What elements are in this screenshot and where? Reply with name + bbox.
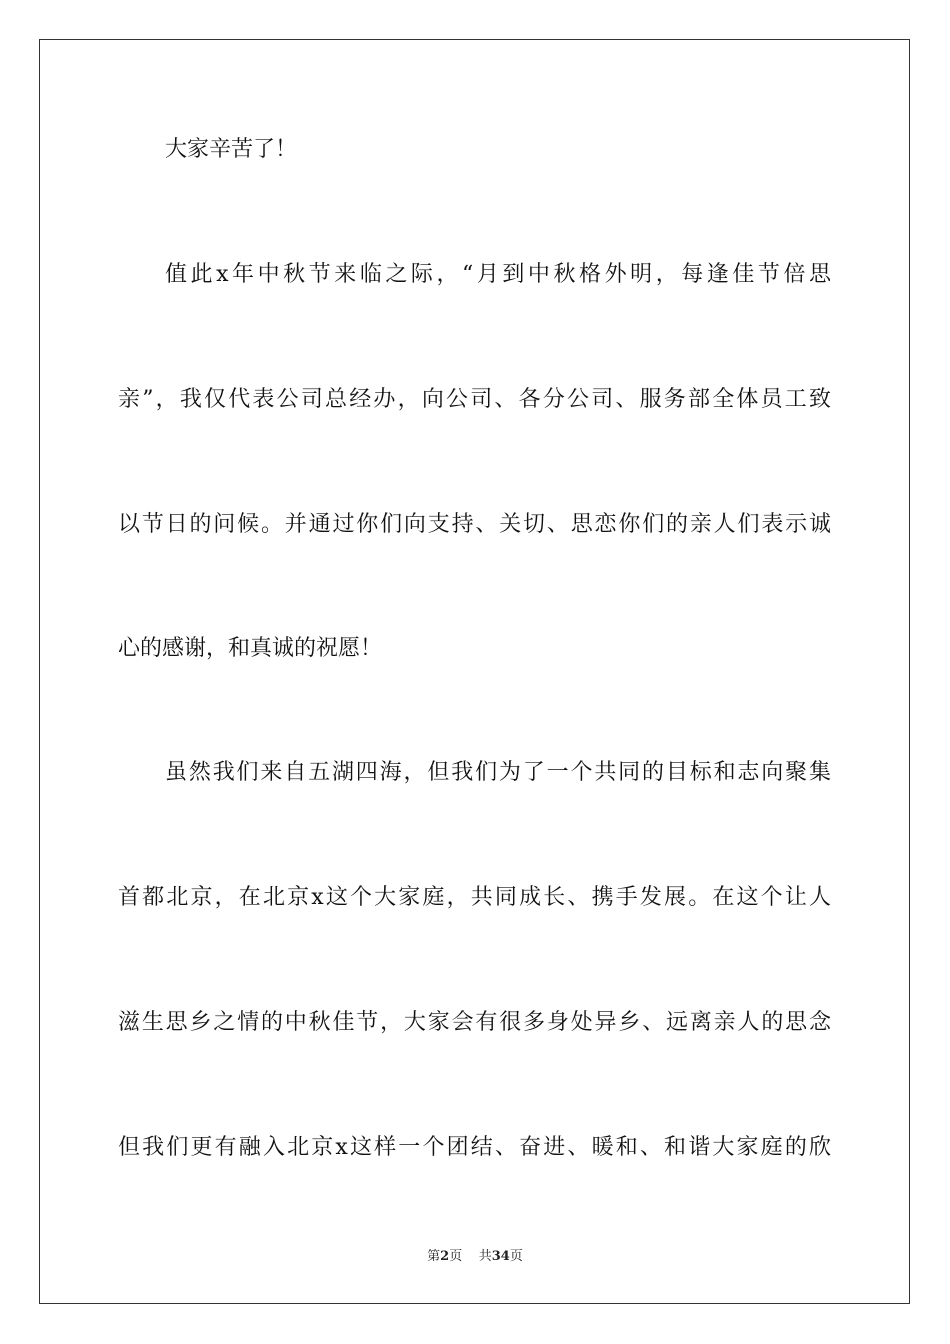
- footer-page-suffix: 页: [449, 1249, 463, 1264]
- footer-total-pages: 34: [491, 1249, 510, 1264]
- text-line-9: 但我们更有融入北京x这样一个团结、奋进、暖和、和谐大家庭的欣: [118, 1135, 831, 1160]
- text-line-7: 首都北京，在北京x这个大家庭，共同成长、携手发展。在这个让人: [118, 885, 831, 910]
- text-line-6: 虽然我们来自五湖四海，但我们为了一个共同的目标和志向聚集: [165, 760, 831, 785]
- page-footer: [0, 1248, 950, 1266]
- text-line-1: 大家辛苦了！: [165, 137, 298, 162]
- text-line-3: 亲”，我仅代表公司总经办，向公司、各分公司、服务部全体员工致: [118, 387, 831, 412]
- footer-page-number: 2: [440, 1249, 450, 1264]
- text-line-5: 心的感谢，和真诚的祝愿！: [118, 636, 383, 661]
- text-line-2: 值此x年中秋节来临之际，“月到中秋格外明，每逢佳节倍思: [165, 262, 831, 287]
- footer-page-prefix: 第: [427, 1249, 441, 1264]
- footer-total-prefix: 共: [478, 1249, 492, 1264]
- text-line-4: 以节日的问候。并通过你们向支持、关切、思恋你们的亲人们表示诚: [118, 512, 831, 537]
- footer-total-suffix: 页: [509, 1249, 523, 1264]
- text-line-8: 滋生思乡之情的中秋佳节，大家会有很多身处异乡、远离亲人的思念: [118, 1010, 831, 1035]
- page-frame: [39, 39, 910, 1304]
